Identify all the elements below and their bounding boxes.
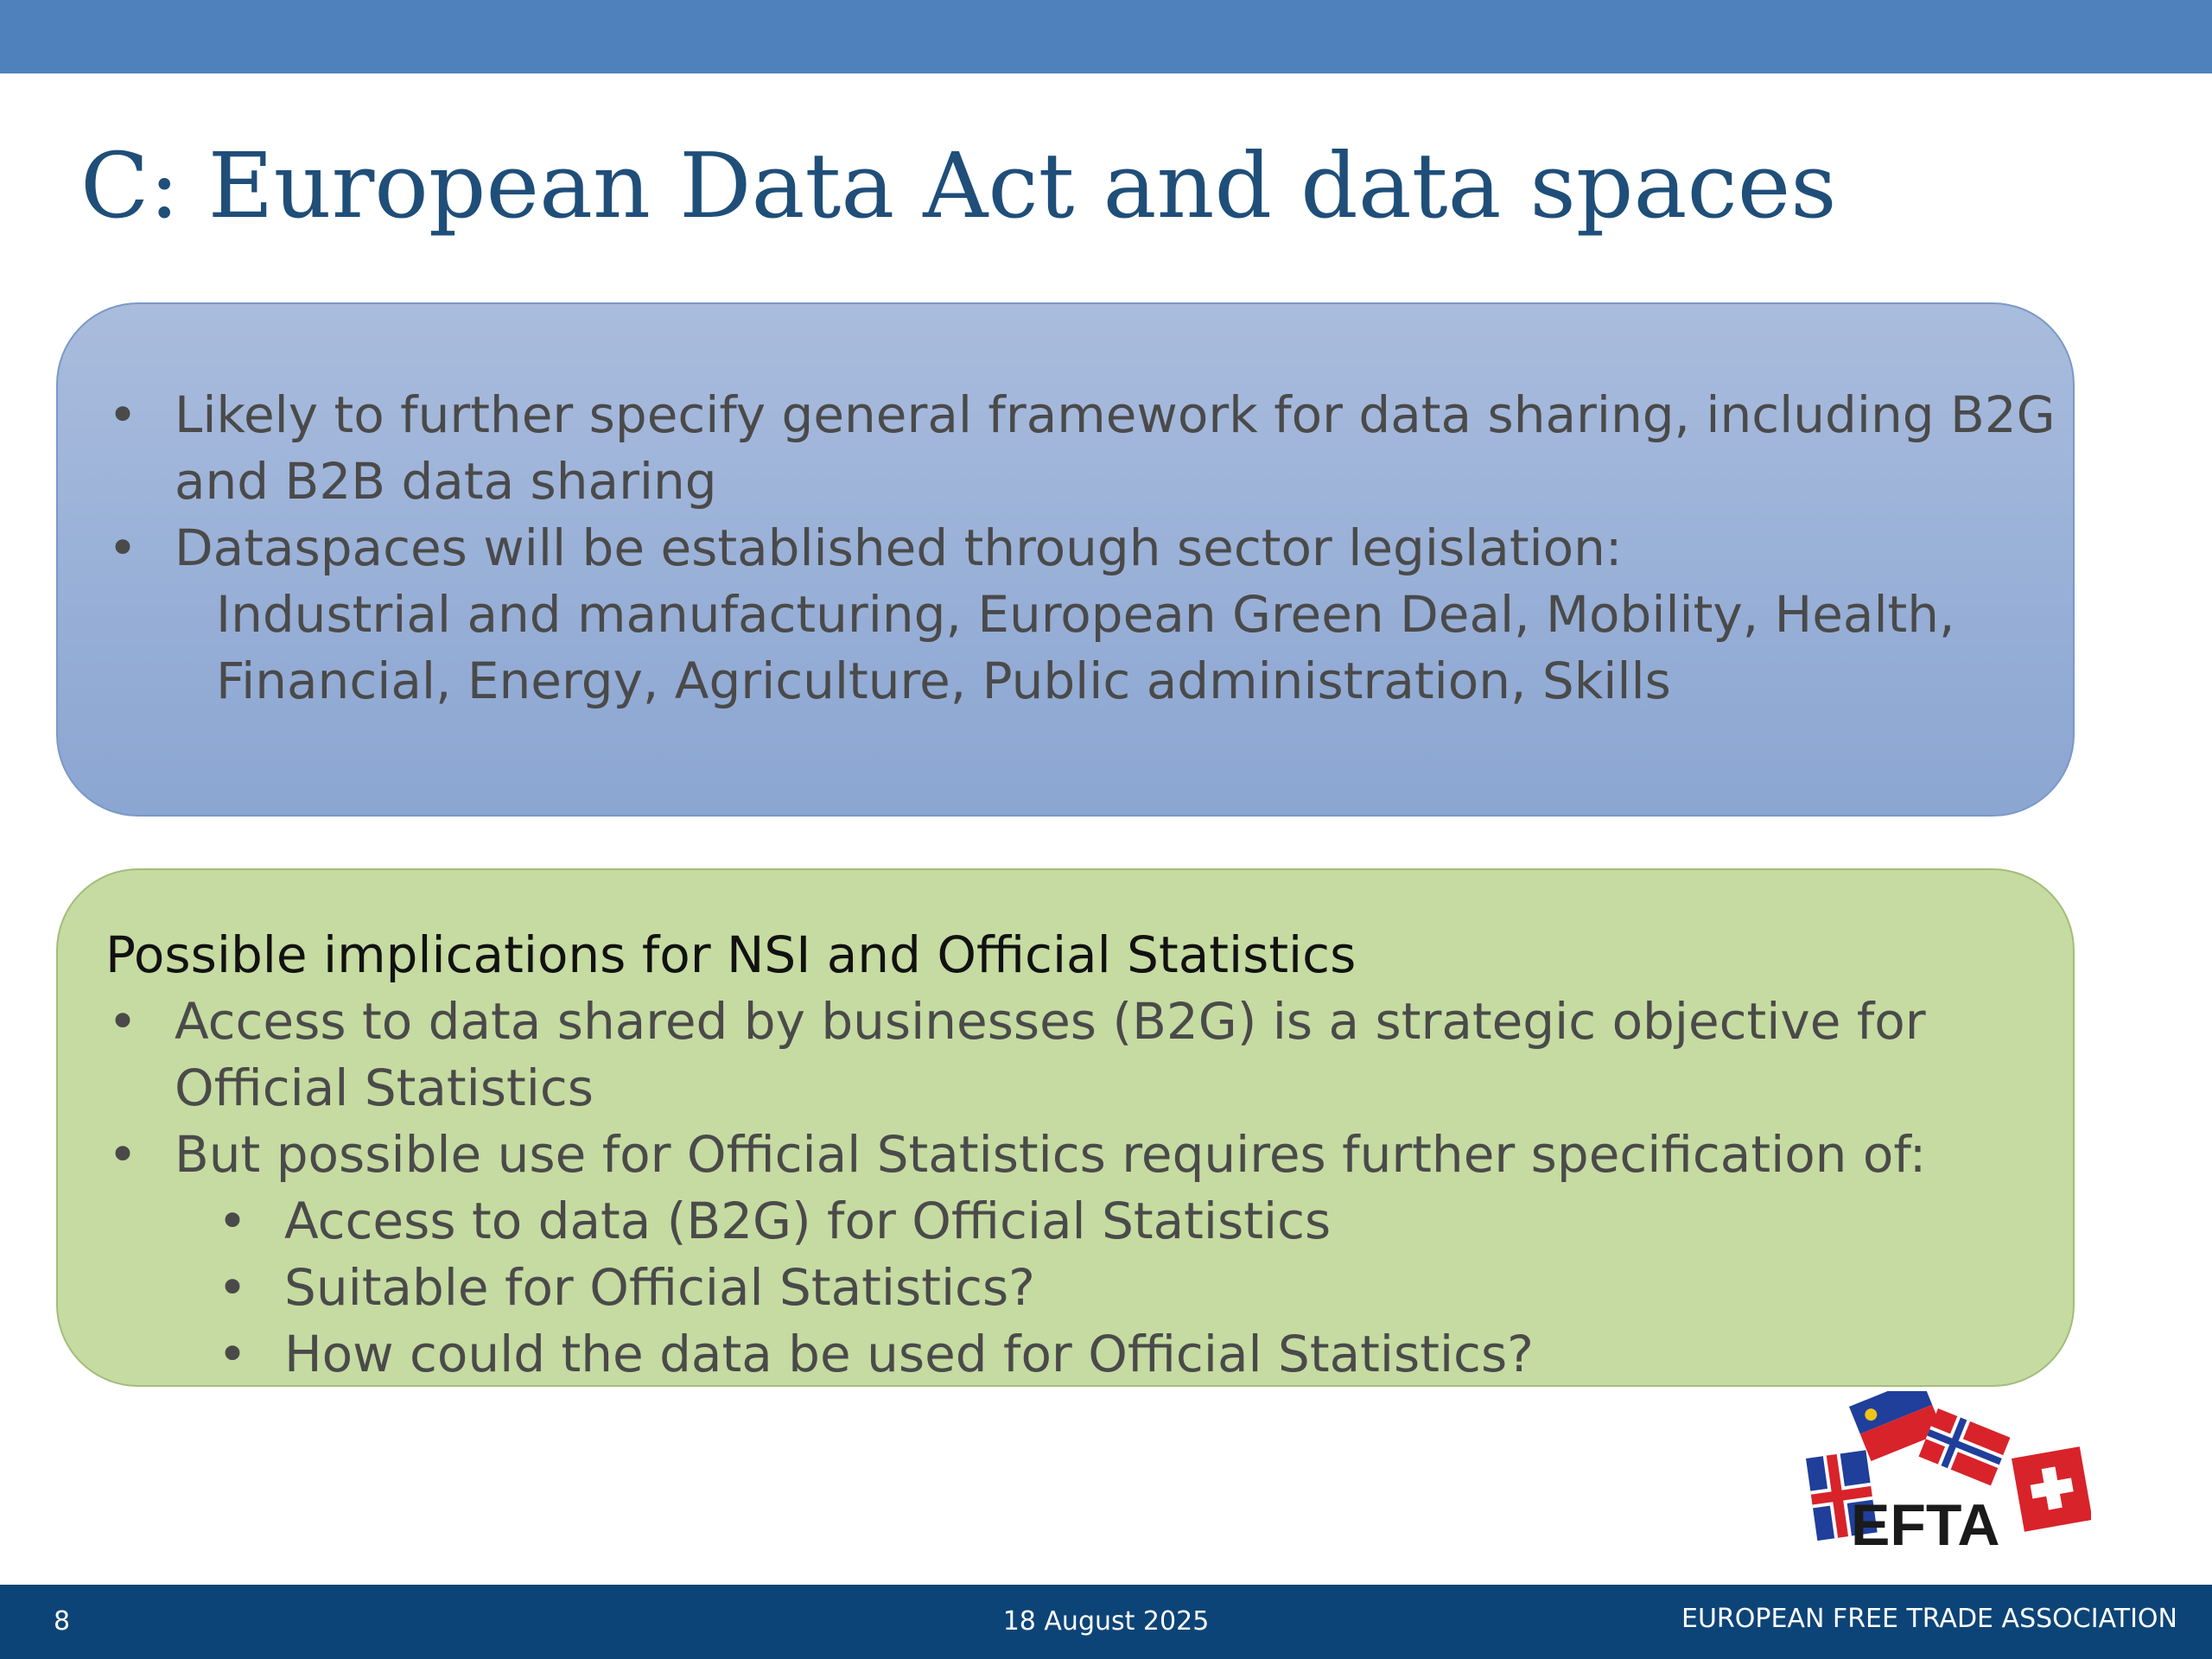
bullet-text: and B2B data sharing [175,452,717,511]
bullet-text: Access to data shared by businesses (B2G) is a strategic objective for [175,992,1926,1051]
implications-bullet-list [58,922,2073,1388]
bullet-text: But possible use for Official Statistics requires further specification of: [175,1125,1927,1184]
bullet-text: Likely to further specify general framework for data sharing, including B2G [175,385,2056,444]
bullet-icon: • [107,992,138,1051]
switzerland-flag-icon [2012,1446,2091,1532]
bullet-icon: • [217,1325,248,1383]
bullet-icon: • [217,1192,248,1250]
page-number: 8 [54,1606,71,1637]
bullet-icon: • [217,1258,248,1317]
list-item [58,582,2073,648]
implications-box [56,868,2075,1387]
implications-heading [58,922,2073,988]
footer-date: 18 August 2025 [1002,1606,1210,1637]
bullet-text: Suitable for Official Statistics? [284,1258,1035,1317]
bullet-icon: • [107,1125,138,1184]
bullet-icon: • [107,385,138,444]
footer-bar [0,1585,2212,1659]
efta-logo [1797,1391,2091,1564]
list-item [58,1122,2073,1188]
sub-list-item [58,1188,2073,1255]
bullet-text: Industrial and manufacturing, European Green Deal, Mobility, Health, [216,585,1955,644]
summary-bullet-list [58,382,2073,715]
bullet-text: Financial, Energy, Agriculture, Public administration, Skills [216,652,1671,710]
bullet-text: Official Statistics [175,1058,594,1117]
bullet-text: Access to data (B2G) for Official Statistics [284,1192,1332,1250]
list-item [58,1055,2073,1122]
heading-text: Possible implications for NSI and Official Statistics [105,925,1357,984]
slide-title: C: European Data Act and data spaces [80,133,1837,238]
sub-list-item [58,1255,2073,1321]
bullet-text: How could the data be used for Official Statistics? [284,1325,1534,1383]
sub-list-item [58,1321,2073,1388]
bullet-text: Dataspaces will be established through sector legislation: [175,518,1623,577]
logo-wordmark: EFTA [1851,1492,2000,1558]
list-item [58,988,2073,1055]
list-item [58,448,2073,515]
list-item [58,648,2073,715]
list-item [58,515,2073,582]
top-accent-bar [0,0,2212,73]
footer-organization: EUROPEAN FREE TRADE ASSOCIATION [1681,1604,2177,1634]
data-act-summary-box [56,302,2075,817]
bullet-icon: • [107,518,138,577]
list-item [58,382,2073,448]
